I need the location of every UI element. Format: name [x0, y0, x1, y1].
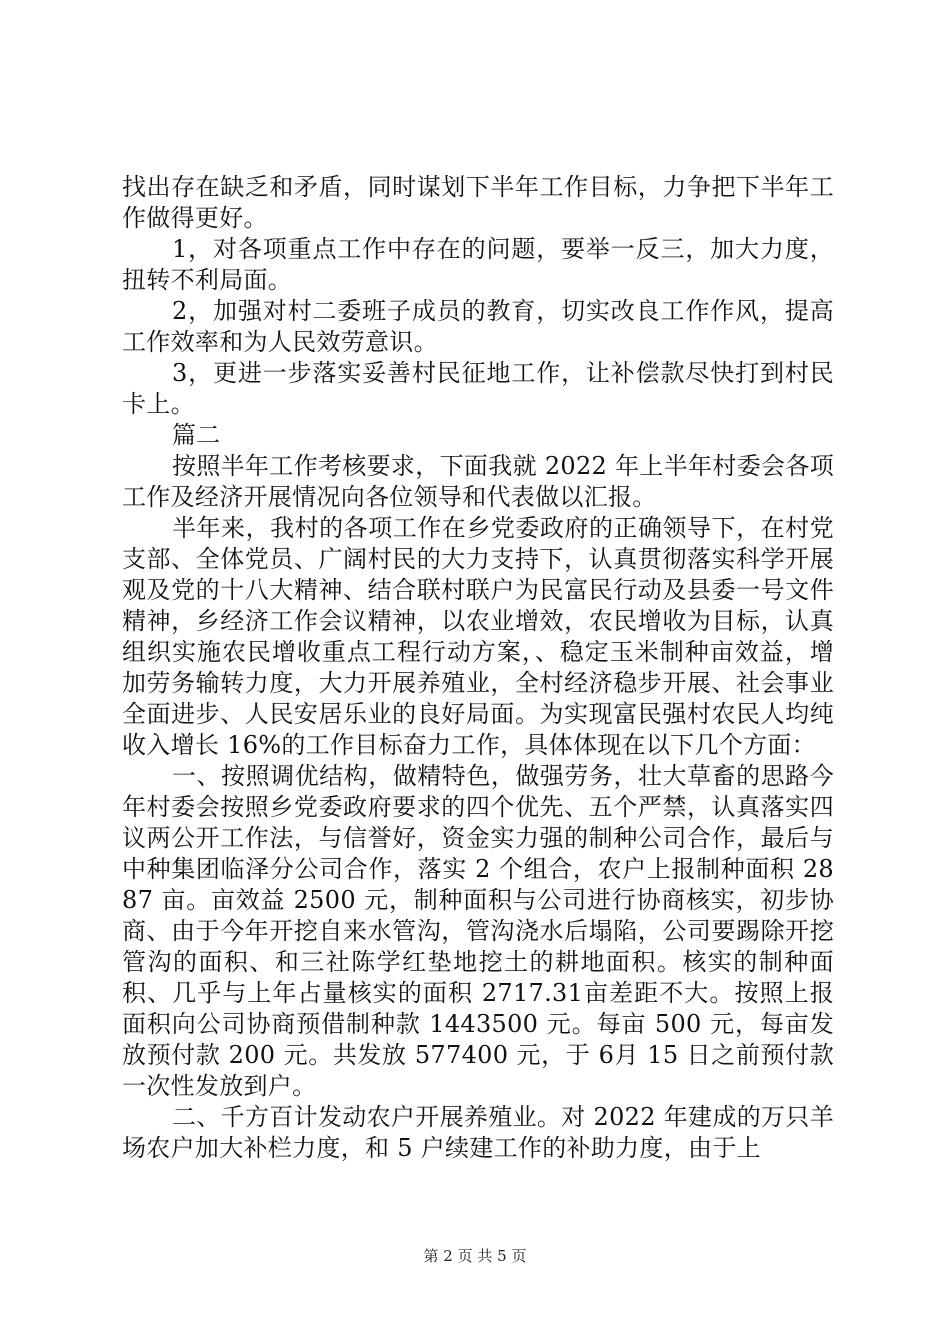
paragraph-intro: 按照半年工作考核要求，下面我就 2022 年上半年村委会各项工作及经济开展情况向各位领导和代表做以汇报。 [122, 452, 834, 511]
paragraph-point-2: 二、千方百计发动农户开展养殖业。对 2022 年建成的万只羊场农户加大补栏力度，和 5 户续建工作的补助力度，由于上 [122, 1103, 834, 1162]
paragraph-item-1: 1，对各项重点工作中存在的问题，要举一反三，加大力度，扭转不利局面。 [122, 235, 834, 294]
paragraph-continuation: 找出存在缺乏和矛盾，同时谋划下半年工作目标，力争把下半年工作做得更好。 [122, 173, 834, 232]
paragraph-item-3: 3，更进一步落实妥善村民征地工作，让补偿款尽快打到村民卡上。 [122, 359, 834, 418]
paragraph-point-1: 一、按照调优结构，做精特色，做强劳务，壮大草畜的思路今年村委会按照乡党委政府要求的四个优先、五个严禁，认真落实四议两公开工作法，与信誉好，资金实力强的制种公司合作，最后与中种集团临泽分公司合作，落实 2 个组合，农户上报制种面积 2887 亩。亩效益 2500 元，制种面积与公司进行协商核实，初步协商、由于今年开挖自来水管沟，管沟浇水后塌陷，公司要踢除开挖管沟的面积、和三社陈学红垫地挖土的耕地面积。核实的制种面积、几乎与上年占量核实的面积 2717.31亩差距不大。按照上报面积向公司协商预借制种款 1443500 元。每亩 500 元，每亩发放预付款 200 元。共发放 577400 元，于 6月 15 日之前预付款一次性发放到户。 [122, 762, 834, 1100]
page-footer: 第 2 页 共 5 页 [423, 1247, 527, 1265]
section-heading: 篇二 [172, 421, 221, 449]
document-body [122, 172, 834, 1164]
paragraph-overview: 半年来，我村的各项工作在乡党委政府的正确领导下，在村党支部、全体党员、广阔村民的大力支持下，认真贯彻落实科学开展观及党的十八大精神、结合联村联户为民富民行动及县委一号文件精神，乡经济工作会议精神，以农业增效，农民增收为目标，认真组织实施农民增收重点工程行动方案，、稳定玉米制种亩效益，增加劳务输转力度，大力开展养殖业，全村经济稳步开展、社会事业全面进步、人民安居乐业的良好局面。为实现富民强村农民人均纯收入增长 16%的工作目标奋力工作，具体体现在以下几个方面： [122, 514, 834, 759]
paragraph-item-2: 2，加强对村二委班子成员的教育，切实改良工作作风，提高工作效率和为人民效劳意识。 [122, 297, 834, 356]
